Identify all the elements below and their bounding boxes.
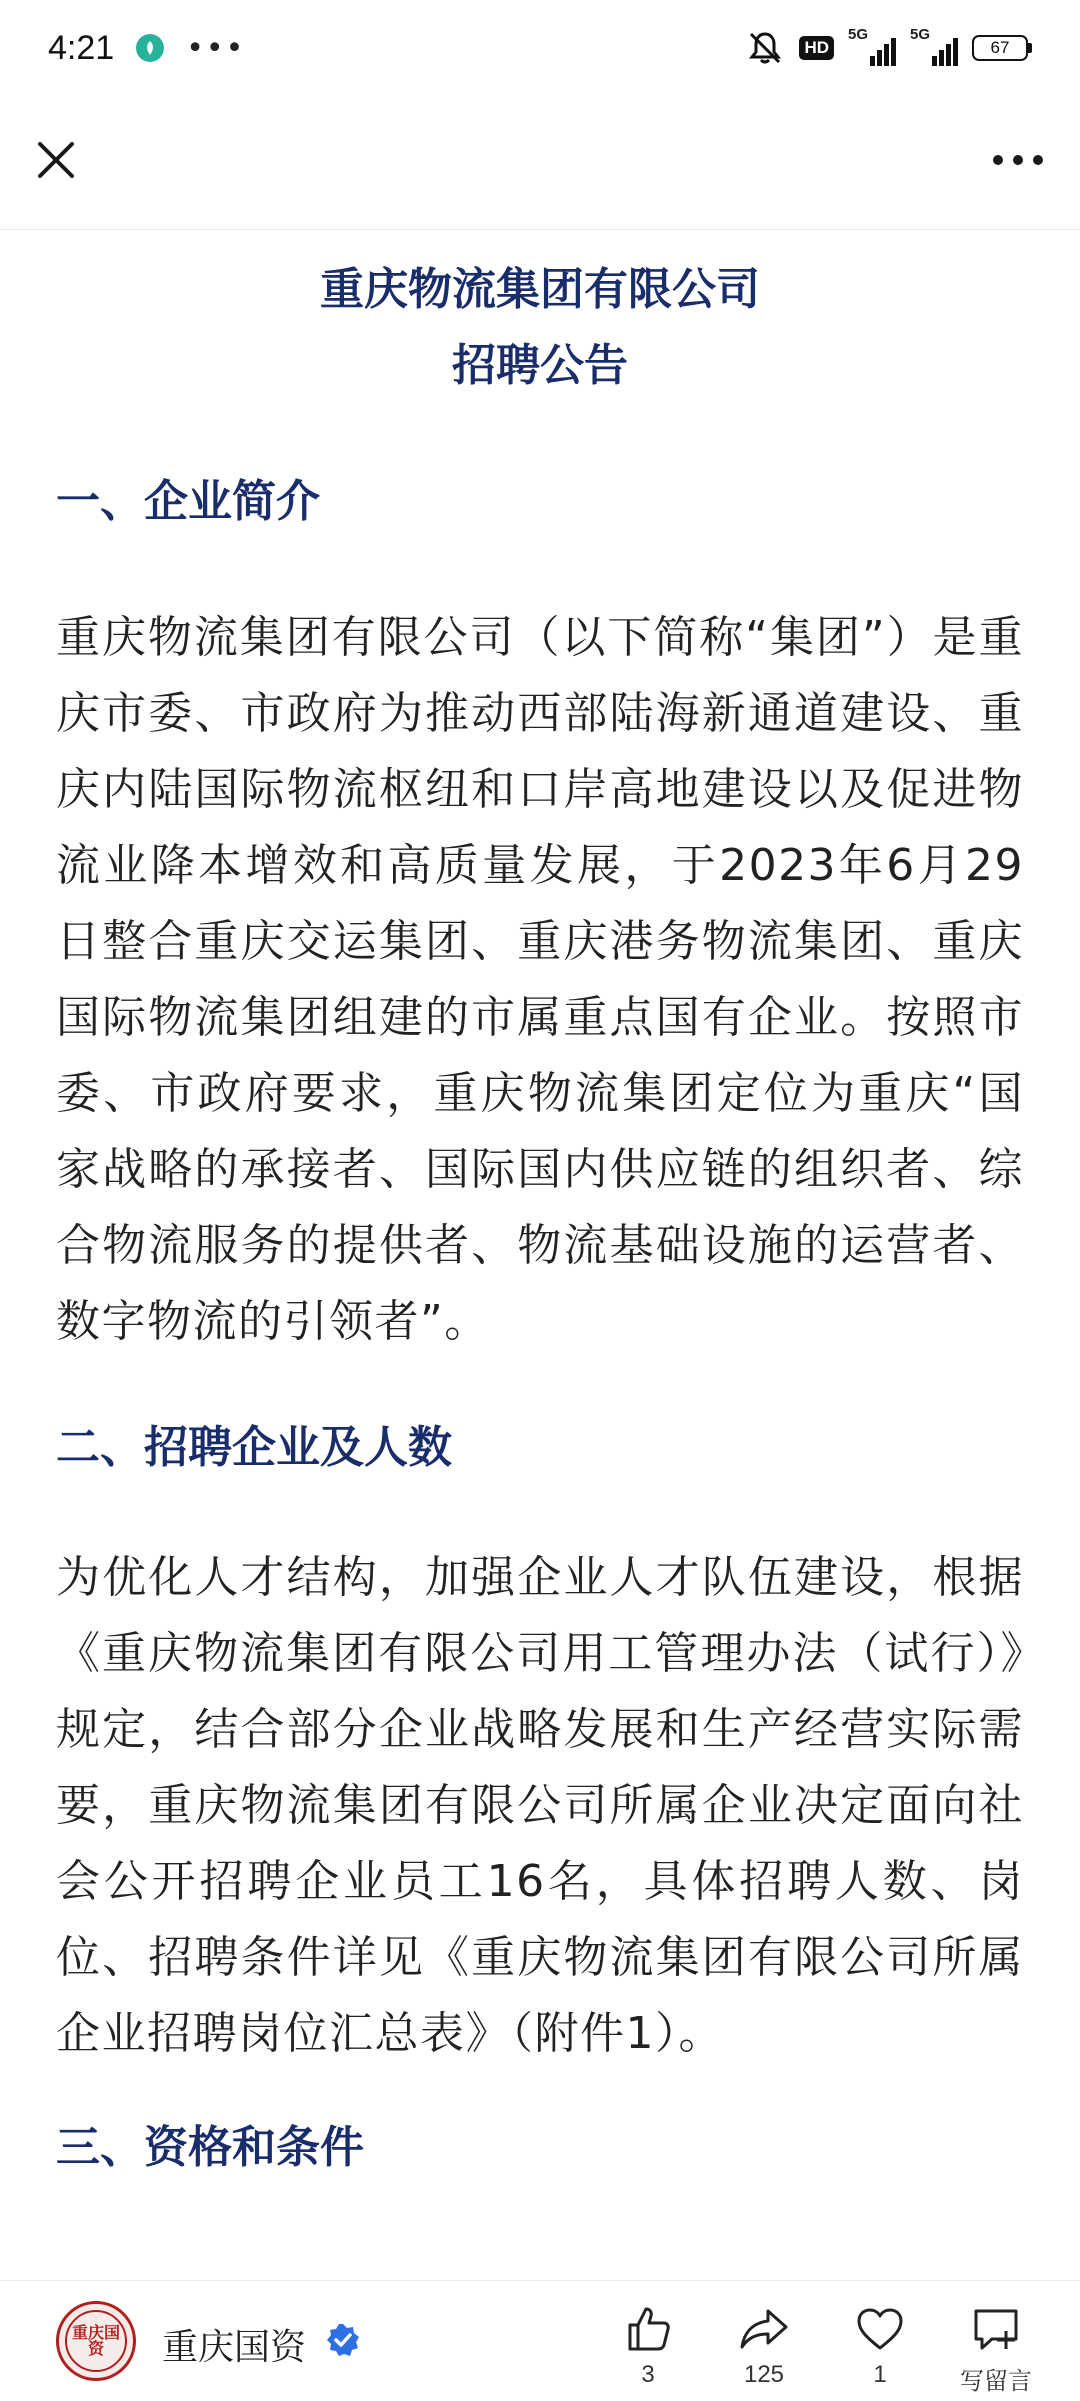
more-options-button[interactable]: [986, 134, 1050, 186]
verified-badge-icon: [326, 2323, 360, 2357]
comment-add-icon: [970, 2303, 1022, 2355]
notification-more-icon: •••: [186, 30, 246, 66]
signal-strength-icon-1: [848, 26, 896, 66]
article-title-line-1: 重庆物流集团有限公司: [320, 264, 760, 315]
article-title: [56, 252, 1024, 404]
close-icon: [36, 140, 76, 180]
account-name[interactable]: 重庆国资: [162, 2327, 307, 2368]
close-button[interactable]: [30, 134, 82, 186]
share-button[interactable]: [706, 2281, 822, 2401]
status-bar: [0, 0, 1080, 96]
more-dots-icon: [992, 154, 1044, 166]
share-arrow-icon: [738, 2303, 790, 2355]
section-heading-intro: 一、企业简介: [56, 476, 320, 527]
battery-level: 67: [972, 35, 1028, 61]
account-avatar[interactable]: [56, 2301, 136, 2381]
top-nav-bar: [0, 96, 1080, 230]
hd-voice-icon: HD: [799, 36, 834, 60]
status-bar-left: [48, 29, 245, 68]
battery-icon: [972, 35, 1032, 61]
comment-label: 写留言: [960, 2368, 1032, 2395]
favorite-count: 1: [873, 2361, 887, 2388]
signal-strength-icon-2: [910, 26, 958, 66]
share-count: 125: [743, 2361, 785, 2388]
like-count: 3: [641, 2361, 655, 2388]
bottom-action-bar: [0, 2280, 1080, 2400]
section-body-recruitment: 为优化人才结构，加强企业人才队伍建设，根据《重庆物流集团有限公司用工管理办法（试行）》规定，结合部分企业战略发展和生产经营实际需要，重庆物流集团有限公司所属企业决定面向社会公开招聘企业员工16名，具体招聘人数、岗位、招聘条件详见《重庆物流集团有限公司所属企业招聘岗位汇总表》（附件1）。: [56, 1552, 1024, 2059]
article-content: [56, 230, 1024, 2178]
favorite-button[interactable]: [822, 2281, 938, 2401]
avatar-logo: 重庆国资: [65, 2310, 127, 2372]
article-actions: [590, 2281, 1054, 2401]
mute-vibrate-icon: [745, 30, 785, 66]
comment-button[interactable]: [938, 2281, 1054, 2401]
status-bar-right: [745, 26, 1032, 66]
article-title-line-2: 招聘公告: [452, 340, 628, 391]
status-time: 4:21: [48, 28, 115, 67]
notification-app-icon: [136, 34, 164, 62]
heart-icon: [854, 2303, 906, 2355]
section-heading-recruitment: 二、招聘企业及人数: [56, 1422, 452, 1473]
network-type-label: 5G: [910, 26, 931, 43]
thumbs-up-icon: [622, 2303, 674, 2355]
like-button[interactable]: [590, 2281, 706, 2401]
section-body-intro: 重庆物流集团有限公司（以下简称“集团”）是重庆市委、市政府为推动西部陆海新通道建设、重庆内陆国际物流枢纽和口岸高地建设以及促进物流业降本增效和高质量发展，于2023年6月29日整合重庆交运集团、重庆港务物流集团、重庆国际物流集团组建的市属重点国有企业。按照市委、市政府要求，重庆物流集团定位为重庆“国家战略的承接者、国际国内供应链的组织者、综合物流服务的提供者、物流基础设施的运营者、数字物流的引领者”。: [56, 612, 1024, 1347]
network-type-label: 5G: [848, 26, 869, 43]
section-heading-qualifications: 三、资格和条件: [56, 2122, 364, 2173]
